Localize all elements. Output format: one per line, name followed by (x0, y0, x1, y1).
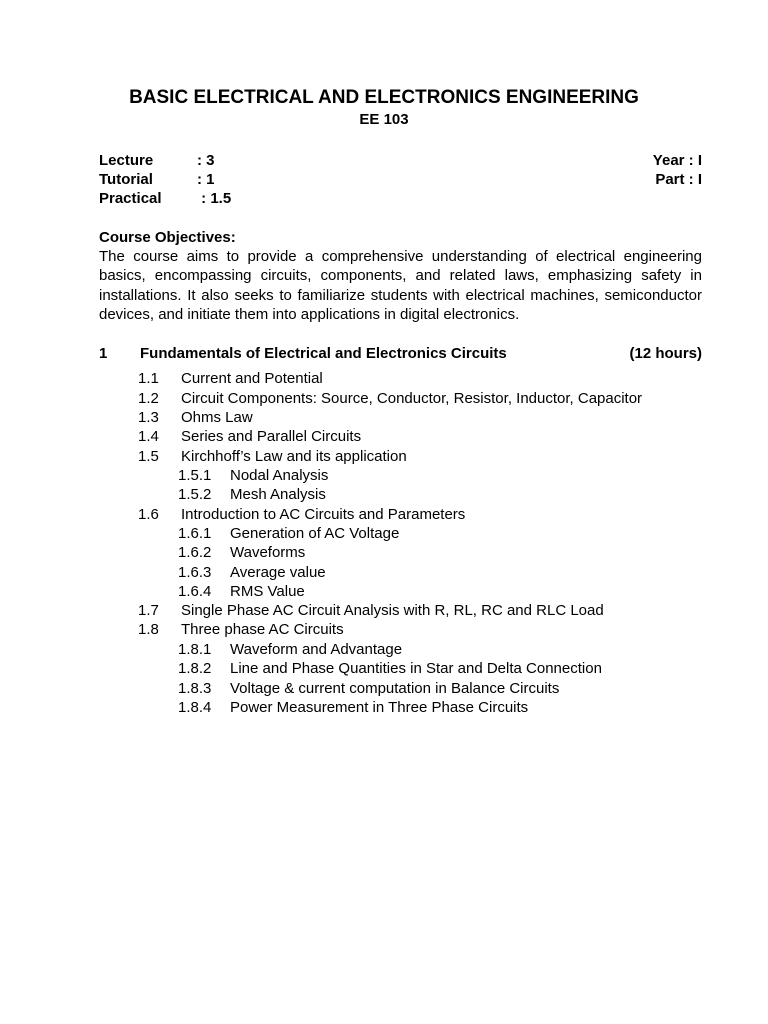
course-title: BASIC ELECTRICAL AND ELECTRONICS ENGINEERING (129, 87, 639, 108)
section-number: 1 (99, 345, 108, 362)
item-text: RMS Value (230, 583, 305, 600)
item-text: Circuit Components: Source, Conductor, Resistor, Inductor, Capacitor (181, 390, 643, 407)
item-text: Average value (230, 564, 326, 581)
list-item (138, 505, 465, 524)
list-item (138, 427, 361, 446)
lecture-value: : 3 (197, 152, 215, 169)
tutorial-label: Tutorial (99, 171, 153, 188)
list-item (178, 524, 399, 543)
item-number: 1.8.1 (178, 641, 212, 658)
item-text: Current and Potential (181, 370, 323, 387)
item-text: Voltage & current computation in Balance Circuits (230, 680, 560, 697)
list-item (178, 466, 328, 485)
item-number: 1.6 (138, 506, 159, 523)
item-text: Waveform and Advantage (230, 641, 403, 658)
item-number: 1.5.1 (178, 467, 212, 484)
list-item (138, 389, 642, 408)
item-number: 1.8.2 (178, 660, 212, 677)
section-hours: (12 hours) (629, 345, 702, 362)
list-item (138, 408, 253, 427)
item-text: Power Measurement in Three Phase Circuits (230, 699, 529, 716)
item-number: 1.8.4 (178, 699, 212, 716)
item-text: Ohms Law (181, 409, 253, 426)
item-number: 1.7 (138, 602, 159, 619)
tutorial-value: : 1 (197, 171, 215, 188)
item-text: Waveforms (230, 544, 306, 561)
list-item (178, 582, 305, 601)
item-number: 1.4 (138, 428, 159, 445)
item-text: Series and Parallel Circuits (181, 428, 362, 445)
item-text: Single Phase AC Circuit Analysis with R, RL, RC and RLC Load (181, 602, 604, 619)
item-number: 1.6.1 (178, 525, 212, 542)
item-number: 1.5.2 (178, 486, 212, 503)
item-number: 1.1 (138, 370, 159, 387)
lecture-row (99, 151, 215, 170)
practical-value: : 1.5 (197, 190, 232, 207)
item-text: Line and Phase Quantities in Star and Delta Connection (230, 660, 602, 677)
practical-row (99, 189, 231, 208)
list-item (178, 698, 528, 717)
item-number: 1.2 (138, 390, 159, 407)
section-title: Fundamentals of Electrical and Electronics Circuits (140, 345, 507, 362)
objectives-paragraph: The course aims to provide a comprehensive understanding of electrical engineering basics, encompassing circuits, components, and related laws, emphasizing safety in installations. It also seeks to familiarize students with electrical machines, semiconductor devices, and initiate them into applications in digital electronics. (99, 248, 702, 324)
list-item (178, 640, 402, 659)
list-item (178, 563, 326, 582)
item-number: 1.6.2 (178, 544, 212, 561)
item-number: 1.5 (138, 448, 159, 465)
item-text: Mesh Analysis (230, 486, 326, 503)
item-text: Generation of AC Voltage (230, 525, 400, 542)
item-number: 1.6.3 (178, 564, 212, 581)
item-number: 1.8.3 (178, 680, 212, 697)
list-item (178, 543, 305, 562)
item-text: Nodal Analysis (230, 467, 329, 484)
list-item (138, 447, 407, 466)
list-item (178, 659, 602, 678)
objectives-heading: Course Objectives: (99, 229, 236, 246)
list-item (138, 601, 604, 620)
item-text: Introduction to AC Circuits and Parameters (181, 506, 466, 523)
list-item (138, 620, 344, 639)
item-text: Three phase AC Circuits (181, 621, 344, 638)
item-number: 1.6.4 (178, 583, 212, 600)
year-label: Year : I (652, 152, 702, 169)
list-item (178, 485, 326, 504)
practical-label: Practical (99, 190, 162, 207)
lecture-label: Lecture (99, 152, 154, 169)
item-number: 1.3 (138, 409, 159, 426)
item-number: 1.8 (138, 621, 159, 638)
list-item (138, 369, 323, 388)
list-item (178, 679, 559, 698)
course-code: EE 103 (359, 111, 409, 128)
item-text: Kirchhoff’s Law and its application (181, 448, 407, 465)
tutorial-row (99, 170, 215, 189)
part-label: Part : I (655, 171, 702, 188)
